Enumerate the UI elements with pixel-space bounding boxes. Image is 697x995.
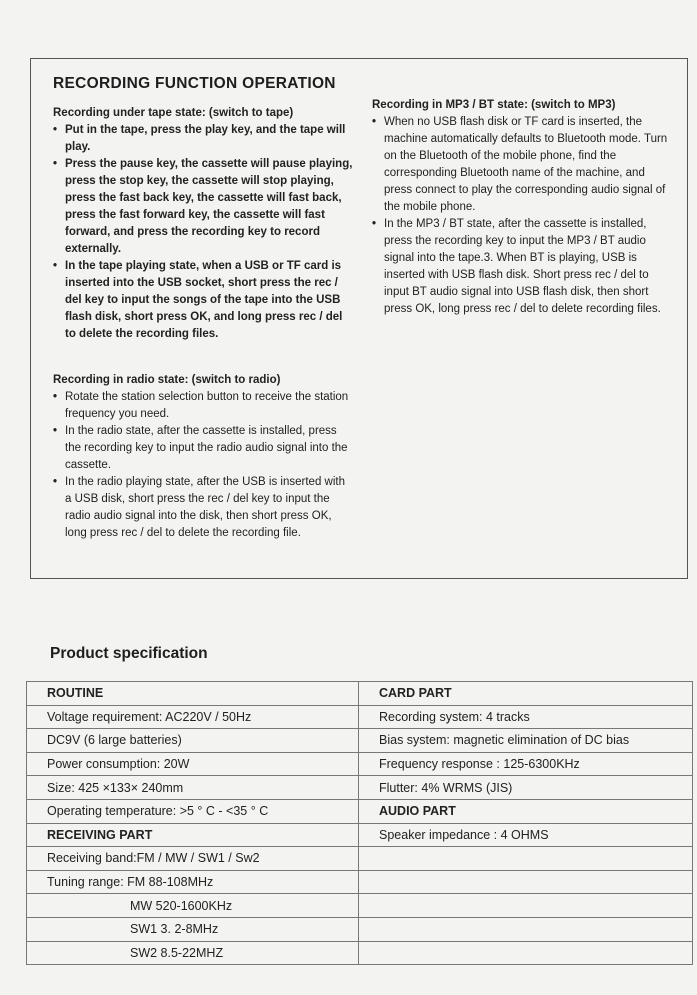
list-item: • Rotate the station selection button to receive the station frequency you need. <box>53 389 353 423</box>
radio-heading: Recording in radio state: (switch to radio) <box>53 374 281 386</box>
table-cell <box>359 870 693 894</box>
table-row <box>27 682 693 706</box>
table-cell: MW 520-1600KHz <box>27 894 359 918</box>
table-cell: CARD PART <box>359 682 693 706</box>
table-cell: Bias system: magnetic elimination of DC bias <box>359 729 693 753</box>
list-item: • Press the pause key, the cassette will pause playing, press the stop key, the cassette will stop playing, press the fast back key, the cassette will fast back, press the fast forward key, the cassette will fast forward, and press the recording key to record externally. <box>53 156 353 258</box>
tape-heading: Recording under tape state: (switch to tape) <box>53 107 294 119</box>
table-cell: Receiving band:FM / MW / SW1 / Sw2 <box>27 847 359 871</box>
mp3-heading: Recording in MP3 / BT state: (switch to MP3) <box>372 99 616 111</box>
table-row <box>27 847 693 871</box>
table-cell <box>359 917 693 941</box>
recording-section <box>30 58 688 579</box>
table-cell: SW2 8.5-22MHZ <box>27 941 359 965</box>
spec-title: Product specification <box>50 645 208 662</box>
table-cell: RECEIVING PART <box>27 823 359 847</box>
table-cell: SW1 3. 2-8MHz <box>27 917 359 941</box>
table-cell: Flutter: 4% WRMS (JIS) <box>359 776 693 800</box>
table-cell <box>359 894 693 918</box>
table-cell: DC9V (6 large batteries) <box>27 729 359 753</box>
list-item: • In the radio state, after the cassette is installed, press the recording key to input the radio audio signal into the cassette. <box>53 423 353 474</box>
list-item: • When no USB flash disk or TF card is inserted, the machine automatically defaults to Bluetooth mode. Turn on the Bluetooth of the mobile phone, find the corresponding Bluetooth name of the machine, and press connect to play the corresponding audio signal of the mobile phone. <box>372 114 672 216</box>
table-cell: ROUTINE <box>27 682 359 706</box>
list-item: • Put in the tape, press the play key, and the tape will play. <box>53 122 353 156</box>
mp3-section <box>372 97 672 318</box>
table-row <box>27 870 693 894</box>
list-item: • In the MP3 / BT state, after the cassette is installed, press the recording key to input the MP3 / BT audio signal into the tape.3. When BT is playing, USB is inserted with USB flash disk. Short press rec / del to input BT audio signal into USB flash disk, then short press OK, long press rec / del to delete recording files. <box>372 216 672 318</box>
table-row <box>27 729 693 753</box>
recording-title: RECORDING FUNCTION OPERATION <box>53 75 336 92</box>
tape-section <box>53 105 353 343</box>
table-row <box>27 752 693 776</box>
radio-section <box>53 372 353 542</box>
table-row <box>27 917 693 941</box>
list-item: • In the radio playing state, after the USB is inserted with a USB disk, short press the rec / del key to input the radio audio signal into the disk, then short press OK, long press rec / del to delete the recording file. <box>53 474 353 542</box>
table-cell: Voltage requirement: AC220V / 50Hz <box>27 705 359 729</box>
table-row <box>27 705 693 729</box>
table-row <box>27 823 693 847</box>
table-row <box>27 799 693 823</box>
table-cell: Size: 425 ×133× 240mm <box>27 776 359 800</box>
table-row <box>27 894 693 918</box>
table-cell: Power consumption: 20W <box>27 752 359 776</box>
table-row <box>27 776 693 800</box>
spec-table <box>26 681 693 965</box>
table-row <box>27 941 693 965</box>
table-cell: Recording system: 4 tracks <box>359 705 693 729</box>
table-cell: AUDIO PART <box>359 799 693 823</box>
table-cell: Frequency response : 125-6300KHz <box>359 752 693 776</box>
list-item: • In the tape playing state, when a USB or TF card is inserted into the USB socket, short press the rec / del key to input the songs of the tape into the USB flash disk, short press OK, and long press rec / del to delete the recording files. <box>53 258 353 343</box>
table-cell: Operating temperature: >5 ° C - <35 ° C <box>27 799 359 823</box>
table-cell: Tuning range: FM 88-108MHz <box>27 870 359 894</box>
table-cell <box>359 941 693 965</box>
table-cell <box>359 847 693 871</box>
table-cell: Speaker impedance : 4 OHMS <box>359 823 693 847</box>
